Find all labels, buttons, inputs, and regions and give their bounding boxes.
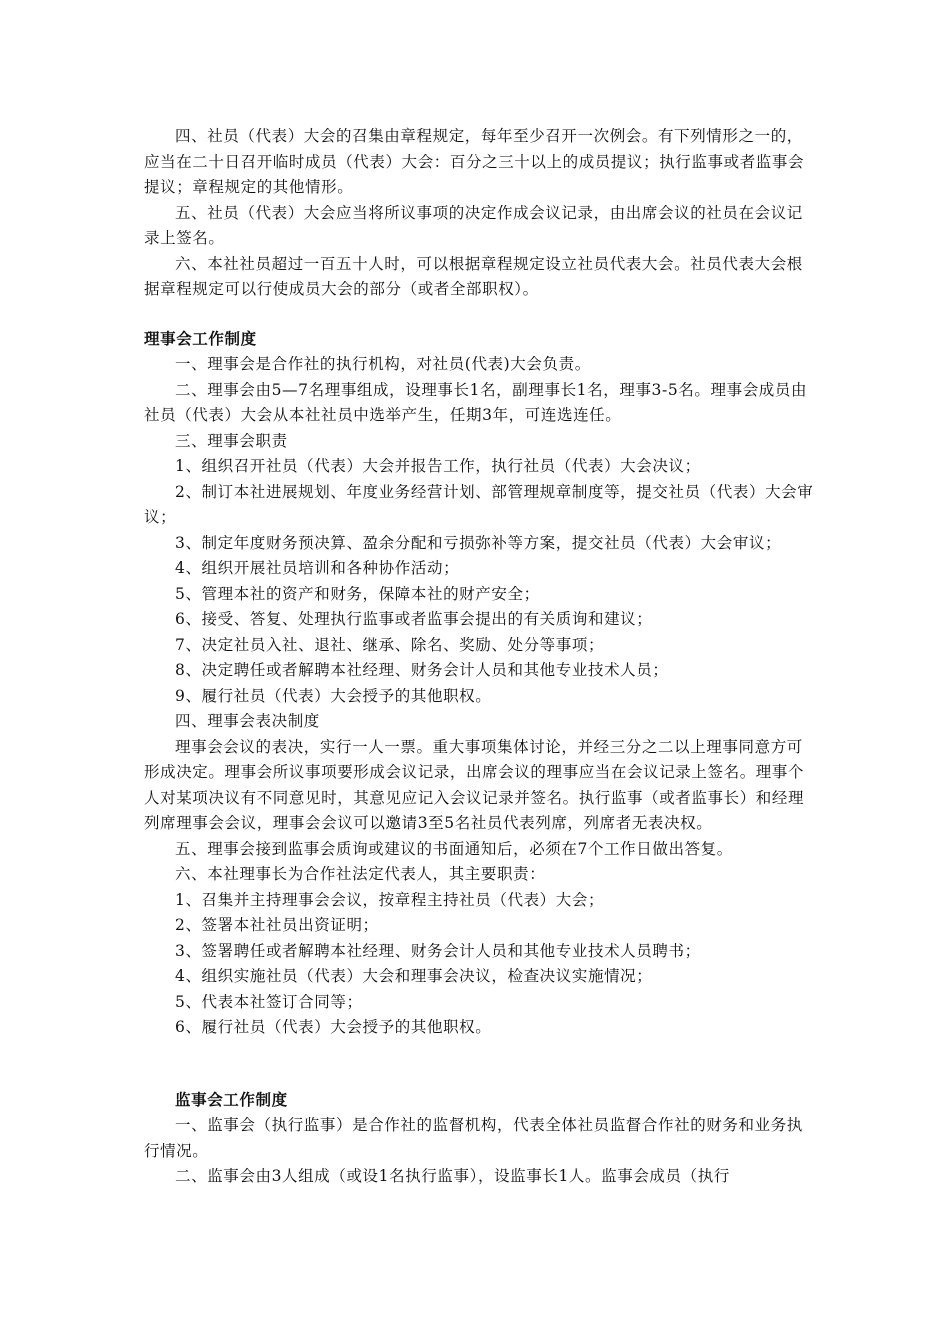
board-paragraph-1: 一、理事会是合作社的执行机构，对社员(代表)大会负责。: [175, 355, 591, 373]
section-gap: [144, 1041, 814, 1088]
paragraph-general-meeting-4: 四、社员（代表）大会的召集由章程规定，每年至少召开一次例会。有下列情形之一的，应当在二十日召开临时成员（代表）大会：百分之三十以上的成员提议；执行监事或者监事会提议；章程规定的其他情形。: [144, 127, 805, 196]
board-duty-1: 1、组织召开社员（代表）大会并报告工作，执行社员（代表）大会决议；: [175, 457, 701, 475]
chairman-duty-4: 4、组织实施社员（代表）大会和理事会决议，检查决议实施情况；: [175, 967, 653, 985]
section-gap: [144, 303, 814, 327]
supervisory-section-title: 监事会工作制度: [175, 1090, 288, 1109]
board-paragraph-3: 三、理事会职责: [175, 431, 288, 450]
board-paragraph-2: 二、理事会由5—7名理事组成，设理事长1名，副理事长1名，理事3-5名。理事会成员由社员（代表）大会从本社社员中选举产生，任期3年，可连选连任。: [144, 380, 808, 424]
board-section-title: 理事会工作制度: [144, 329, 257, 348]
board-paragraph-5: 五、理事会接到监事会质询或建议的书面通知后，必须在7个工作日做出答复。: [175, 839, 733, 858]
board-duty-8: 8、决定聘任或者解聘本社经理、财务会计人员和其他专业技术人员；: [175, 661, 669, 679]
board-voting-rules: 理事会会议的表决，实行一人一票。重大事项集体讨论，并经三分之二以上理事同意方可形成决定。理事会所议事项要形成会议记录，出席会议的理事应当在会议记录上签名。理事个人对某项决议有不同意见时，其意见应记入会议记录并签名。执行监事（或者监事长）和经理列席理事会会议，理事会会议可以邀请3至5名社员代表列席，列席者无表决权。: [144, 737, 805, 832]
board-duty-3: 3、制定年度财务预决算、盈余分配和亏损弥补等方案，提交社员（代表）大会审议；: [175, 533, 782, 552]
chairman-duty-2: 2、签署本社社员出资证明；: [175, 916, 379, 934]
board-duty-9: 9、履行社员（代表）大会授予的其他职权。: [175, 686, 492, 705]
board-duty-5: 5、管理本社的资产和财务，保障本社的财产安全；: [175, 584, 540, 603]
board-duty-2: 2、制订本社进展规划、年度业务经营计划、部管理规章制度等，提交社员（代表）大会审议；: [144, 482, 814, 526]
chairman-duty-1: 1、召集并主持理事会会议，按章程主持社员（代表）大会；: [175, 890, 605, 909]
paragraph-general-meeting-6: 六、本社社员超过一百五十人时，可以根据章程规定设立社员代表大会。社员代表大会根据章程规定可以行使成员大会的部分（或者全部职权）。: [144, 254, 803, 298]
chairman-duty-5: 5、代表本社签订合同等；: [175, 992, 363, 1011]
board-duty-7: 7、决定社员入社、退社、继承、除名、奖励、处分等事项；: [175, 635, 605, 654]
paragraph-general-meeting-5: 五、社员（代表）大会应当将所议事项的决定作成会议记录，由出席会议的社员在会议记录上签名。: [144, 203, 803, 247]
chairman-duty-6: 6、履行社员（代表）大会授予的其他职权。: [175, 1018, 492, 1036]
board-duty-6: 6、接受、答复、处理执行监事或者监事会提出的有关质询和建议；: [175, 610, 653, 628]
board-duty-4: 4、组织开展社员培训和各种协作活动；: [175, 559, 460, 577]
board-paragraph-6: 六、本社理事长为合作社法定代表人，其主要职责：: [175, 865, 546, 883]
board-paragraph-4: 四、理事会表决制度: [175, 712, 320, 730]
document-body: [144, 124, 814, 1190]
chairman-duty-3: 3、签署聘任或者解聘本社经理、财务会计人员和其他专业技术人员聘书；: [175, 941, 701, 960]
supervisory-paragraph-2: 二、监事会由3人组成（或设1名执行监事），设监事长1人。监事会成员（执行: [175, 1167, 730, 1185]
supervisory-paragraph-1: 一、监事会（执行监事）是合作社的监督机构，代表全体社员监督合作社的财务和业务执行情况。: [144, 1116, 803, 1160]
